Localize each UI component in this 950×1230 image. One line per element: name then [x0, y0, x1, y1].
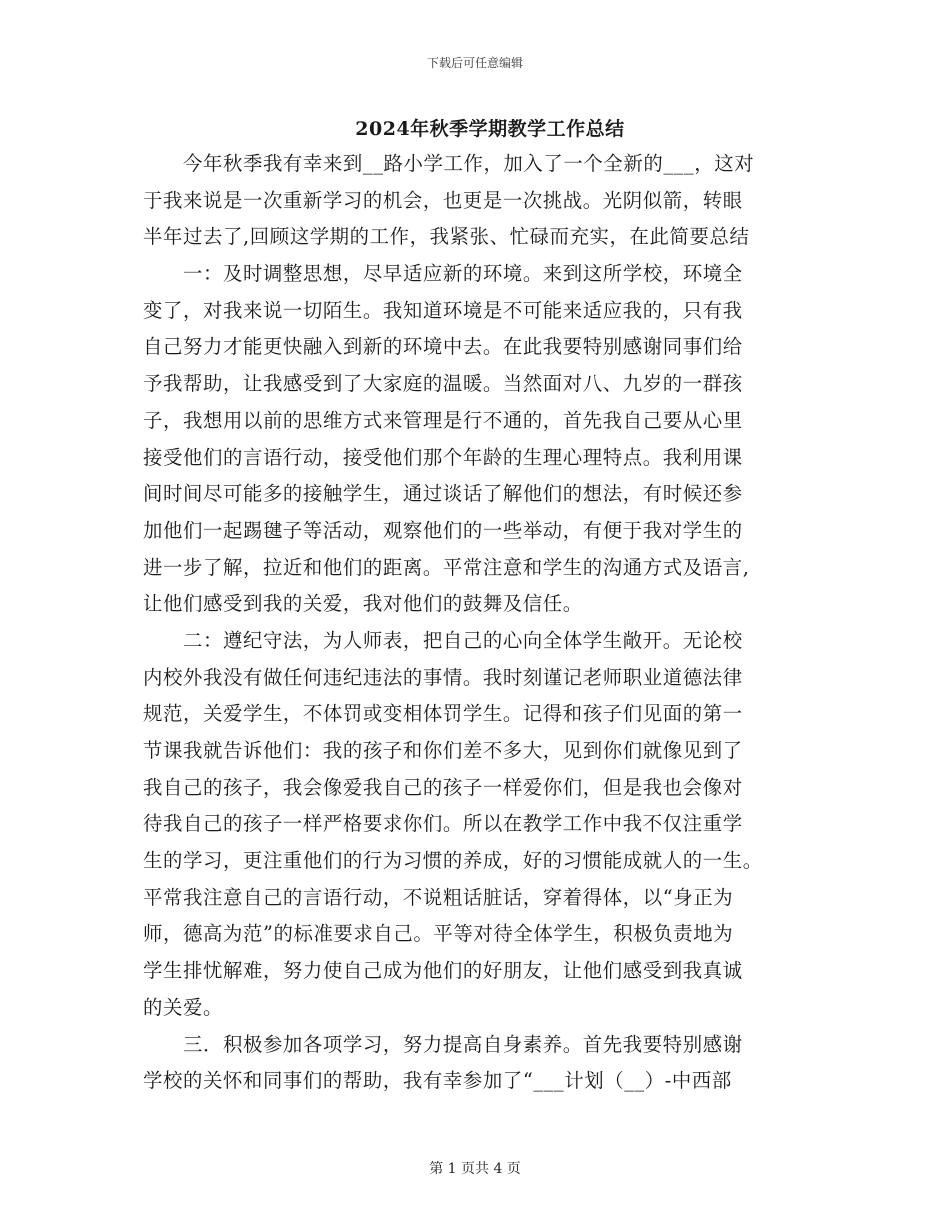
header-note: 下载后可任意编辑 — [426, 56, 523, 70]
page-footer: 第 1 页共 4 页 — [429, 1161, 521, 1177]
body-text-line: 内校外我没有做任何违纪违法的事情。我时刻谨记老师职业道德法律 — [143, 665, 743, 689]
body-text-line: 变了，对我来说一切陌生。我知道环境是不可能来适应我的，只有我 — [143, 298, 743, 322]
body-text-line: 一：及时调整思想，尽早适应新的环境。来到这所学校，环境全 — [143, 262, 743, 286]
body-text-line: 子，我想用以前的思维方式来管理是行不通的，首先我自己要从心里 — [143, 408, 743, 432]
document-title: 2024年秋季学期教学工作总结 — [355, 118, 625, 140]
body-text-line: 待我自己的孩子一样严格要求你们。所以在教学工作中我不仅注重学 — [143, 812, 743, 836]
body-text-line: 师，德高为范”的标准要求自己。平等对待全体学生，积极负责地为 — [143, 922, 734, 946]
body-text-line: 予我帮助，让我感受到了大家庭的温暖。当然面对八、九岁的一群孩 — [143, 372, 743, 396]
body-text-line: 间时间尽可能多的接触学生，通过谈话了解他们的想法，有时候还参 — [143, 482, 743, 506]
body-text-line: 三．积极参加各项学习，努力提高自身素养。首先我要特别感谢 — [143, 1032, 743, 1056]
body-text-line: 学校的关怀和同事们的帮助，我有幸参加了“___计划（__）-中西部 — [143, 1069, 732, 1093]
body-text-line: 的关爱。 — [143, 995, 223, 1019]
body-text-line: 规范，关爱学生，不体罚或变相体罚学生。记得和孩子们见面的第一 — [143, 702, 743, 726]
body-text-line: 接受他们的言语行动，接受他们那个年龄的生理心理特点。我利用课 — [143, 445, 743, 469]
body-text-line: 加他们一起踢毽子等活动，观察他们的一些举动，有便于我对学生的 — [143, 518, 743, 542]
body-text-line: 平常我注意自己的言语行动，不说粗话脏话，穿着得体，以“身正为 — [143, 885, 734, 909]
body-text-line: 二：遵纪守法，为人师表，把自己的心向全体学生敞开。无论校 — [143, 628, 743, 652]
document-body — [143, 146, 805, 1100]
body-text-line: 节课我就告诉他们：我的孩子和你们差不多大，见到你们就像见到了 — [143, 739, 743, 762]
body-text-line: 让他们感受到我的关爱，我对他们的鼓舞及信任。 — [143, 592, 583, 616]
body-text-line: 半年过去了,回顾这学期的工作，我紧张、忙碌而充实，在此简要总结 — [143, 225, 750, 249]
body-text-line: 今年秋季我有幸来到__路小学工作，加入了一个全新的___，这对 — [143, 152, 755, 175]
body-text-line: 进一步了解，拉近和他们的距离。平常注意和学生的沟通方式及语言, — [143, 555, 750, 579]
body-text-line: 于我来说是一次重新学习的机会，也更是一次挑战。光阴似箭，转眼 — [143, 188, 743, 212]
body-text-line: 学生排忧解难，努力使自己成为他们的好朋友，让他们感受到我真诚 — [143, 959, 743, 983]
body-text-line: 生的学习，更注重他们的行为习惯的养成，好的习惯能成就人的一生。 — [143, 849, 763, 873]
body-text-line: 自己努力才能更快融入到新的环境中去。在此我要特别感谢同事们给 — [143, 335, 743, 359]
body-text-line: 我自己的孩子，我会像爱我自己的孩子一样爱你们，但是我也会像对 — [143, 775, 743, 799]
